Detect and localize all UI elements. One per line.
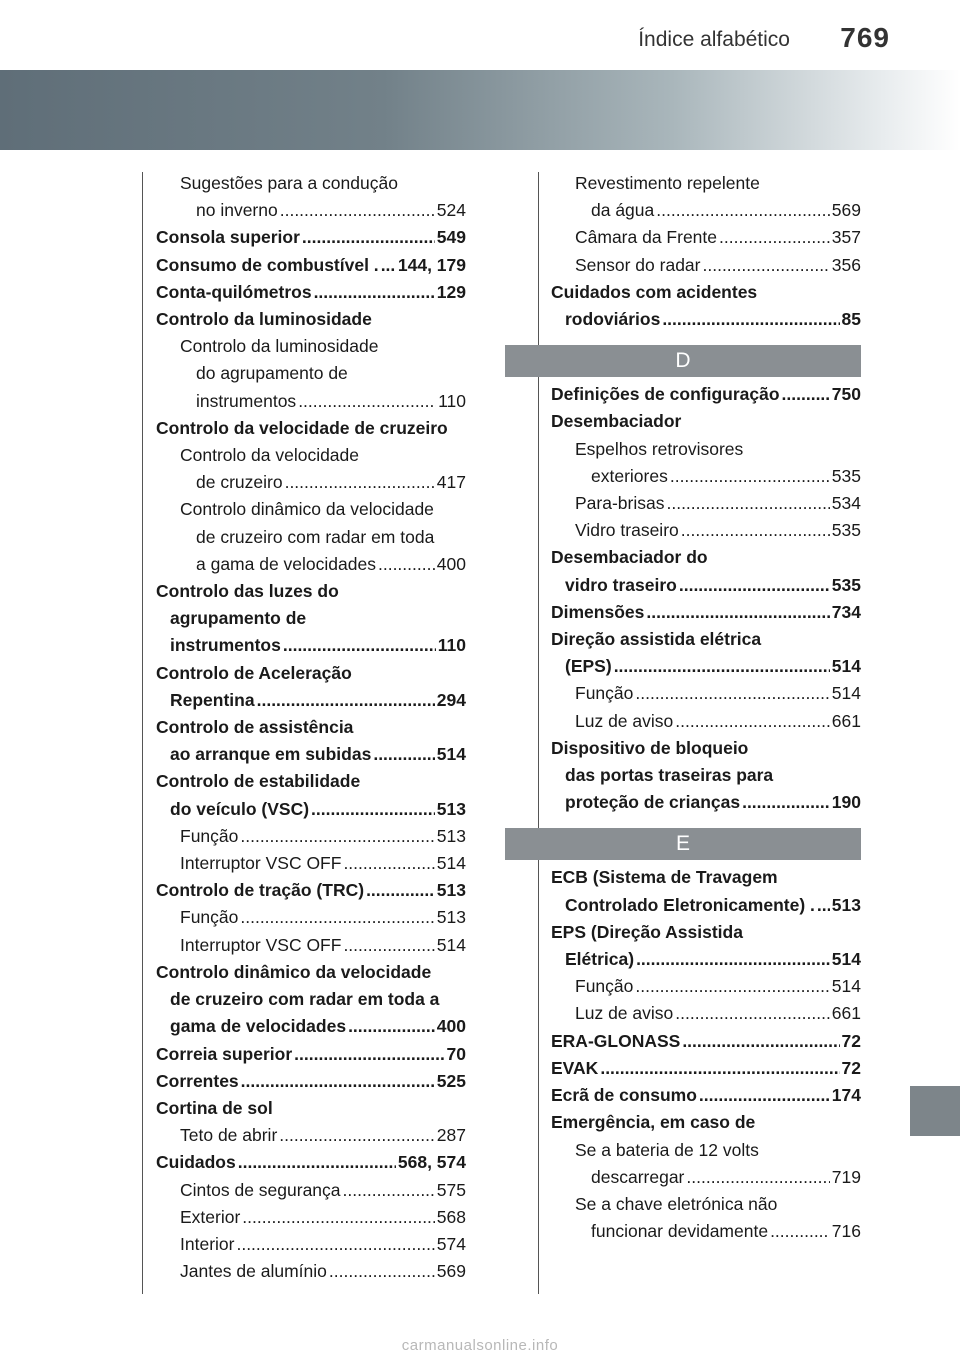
dot-leader [699,1082,830,1109]
entry-term: Interruptor VSC OFF [180,934,342,955]
entry-page-ref[interactable]: 569 [436,1261,466,1282]
dot-leader [381,252,396,279]
dot-leader [719,224,830,251]
index-entry[interactable] [156,279,466,306]
entry-term: funcionar devidamente [591,1221,769,1242]
index-entry[interactable] [156,1041,466,1068]
entry-term: Jantes de alumínio [180,1261,327,1282]
entry-term: Luz de aviso [575,1003,674,1024]
entry-term: Dimensões [551,601,645,622]
index-entry[interactable] [551,197,861,224]
index-entry[interactable] [156,388,466,415]
index-entry[interactable] [156,1177,466,1204]
entry-term: proteção de crianças [565,792,741,813]
index-entry [156,768,466,795]
entry-page-ref[interactable]: 514 [831,976,861,997]
entry-term: instrumentos [196,390,297,411]
index-entry [156,306,466,333]
entry-term: Controlo da luminosidade [156,309,372,330]
index-entry[interactable] [156,932,466,959]
entry-page-ref[interactable]: 719 [831,1166,861,1187]
index-entry[interactable] [156,1231,466,1258]
dot-leader [298,388,436,415]
chapter-side-tab[interactable] [910,1086,960,1136]
dot-leader [314,279,435,306]
entry-term: Ecrã de consumo [551,1085,697,1106]
dot-leader [343,932,434,959]
dot-leader [240,823,434,850]
entry-term: Emergência, em caso de [551,1112,756,1133]
entry-term: Controlo de estabilidade [156,771,361,792]
header-banner [0,70,960,150]
entry-term: ao arranque em subidas [170,744,372,765]
entry-term: Cuidados [156,1152,236,1173]
entry-term: Teto de abrir [180,1125,278,1146]
entry-page-ref[interactable]: 568 [436,1206,466,1227]
entry-term: Sensor do radar [575,254,701,275]
entry-term: Controlo da velocidade [180,445,360,466]
entry-term: Consumo de combustível . [156,254,379,275]
index-entry[interactable] [156,551,466,578]
dot-leader [241,1068,435,1095]
entry-page-ref[interactable]: 569 [831,200,861,221]
entry-term: Exterior [180,1206,241,1227]
entry-page-ref[interactable]: 514 [436,744,466,765]
dot-leader [682,1028,839,1055]
entry-page-ref[interactable]: 417 [436,472,466,493]
index-entry[interactable] [156,796,466,823]
dot-leader [770,1218,830,1245]
dot-leader [817,892,830,919]
index-entry [156,360,466,387]
entry-page-ref[interactable]: 534 [831,493,861,514]
index-entry[interactable] [156,687,466,714]
index-entry [551,408,861,435]
dot-leader [675,1000,830,1027]
index-entry [156,442,466,469]
watermark: carmanualsonline.info [401,1337,559,1354]
index-entry [551,1109,861,1136]
index-entry[interactable] [156,850,466,877]
index-entry[interactable] [156,632,466,659]
entry-page-ref[interactable]: 535 [831,465,861,486]
dot-leader [614,653,830,680]
index-entry [551,436,861,463]
dot-leader [686,1164,829,1191]
section-header-d: D [505,345,861,377]
dot-leader [294,1041,444,1068]
dot-leader [635,680,829,707]
entry-page-ref[interactable]: 70 [446,1043,466,1064]
entry-page-ref[interactable]: 514 [831,683,861,704]
entry-page-ref[interactable]: 535 [831,574,861,595]
entry-term: de cruzeiro com radar em toda a [170,989,440,1010]
entry-term: Correia superior [156,1043,293,1064]
dot-leader [600,1055,839,1082]
entry-term: Conta-quilómetros [156,281,312,302]
entry-term: do veículo (VSC) [170,798,310,819]
index-entry [156,333,466,360]
entry-page-ref[interactable]: 513 [436,880,466,901]
entry-term: Espelhos retrovisores [575,438,744,459]
entry-term: das portas traseiras para [565,765,774,786]
index-entry[interactable] [156,252,466,279]
index-entry[interactable] [551,1082,861,1109]
index-entry [551,170,861,197]
dot-leader [343,850,434,877]
index-entry[interactable] [551,572,861,599]
entry-page-ref[interactable]: 568, 574 [397,1152,466,1173]
entry-page-ref[interactable]: 174 [831,1085,861,1106]
entry-term: Controlo de assistência [156,717,354,738]
index-entry [551,1137,861,1164]
entry-term: Se a bateria de 12 volts [575,1139,759,1160]
index-entry[interactable] [156,1204,466,1231]
entry-page-ref[interactable]: 85 [841,309,861,330]
entry-term: Revestimento repelente [575,173,760,193]
entry-page-ref[interactable]: 734 [831,601,861,622]
entry-term: vidro traseiro [565,574,677,595]
dot-leader [373,741,434,768]
dot-leader [236,1231,434,1258]
entry-page-ref[interactable]: 513 [436,825,466,846]
index-entry [551,544,861,571]
entry-term: Câmara da Frente [575,227,718,248]
index-entry[interactable] [551,1055,861,1082]
entry-term: Desembaciador do [551,547,708,568]
entry-term: Interior [180,1233,235,1254]
index-entry[interactable] [156,1122,466,1149]
index-entry[interactable] [156,823,466,850]
dot-leader [646,599,829,626]
entry-page-ref[interactable]: 661 [831,1003,861,1024]
entry-page-ref[interactable]: 72 [841,1057,861,1078]
dot-leader [283,632,436,659]
dot-leader [285,469,435,496]
entry-term: Definições de configuração [551,384,780,405]
entry-term: Função [180,907,239,928]
index-entry[interactable] [551,1028,861,1055]
index-entry[interactable] [551,224,861,251]
entry-term: do agrupamento de [196,363,348,384]
index-entry[interactable] [551,946,861,973]
column-rule-left [142,172,143,1294]
dot-leader [279,1122,435,1149]
dot-leader [348,1013,435,1040]
entry-term: Controlo de Aceleração [156,662,352,683]
entry-term: no inverno [196,200,278,221]
index-entry [551,279,861,306]
index-entry [156,959,466,986]
dot-leader [675,708,830,735]
index-column-left [156,170,466,1285]
entry-term: Sugestões para a condução [180,173,398,193]
dot-leader [635,973,829,1000]
entry-term: Função [575,976,634,997]
index-entry[interactable] [551,653,861,680]
index-entry [156,714,466,741]
index-entry[interactable] [551,892,861,919]
index-entry[interactable] [551,1164,861,1191]
entry-page-ref[interactable]: 129 [436,281,466,302]
index-entry [156,660,466,687]
index-entry [156,415,466,442]
index-entry [156,578,466,605]
entry-term: EPS (Direção Assistida [551,921,743,942]
entry-term: agrupamento de [170,608,307,629]
entry-page-ref[interactable]: 400 [436,1016,466,1037]
entry-term: Cuidados com acidentes [551,281,758,302]
entry-page-ref[interactable]: 294 [436,689,466,710]
entry-page-ref[interactable]: 524 [436,200,466,221]
index-column-right [551,170,861,1245]
entry-page-ref[interactable]: 357 [831,227,861,248]
index-entry[interactable] [156,1068,466,1095]
dot-leader [636,946,830,973]
entry-page-ref[interactable]: 513 [831,894,861,915]
dot-leader [670,463,830,490]
entry-page-ref[interactable]: 575 [436,1179,466,1200]
dot-leader [280,197,435,224]
index-entry[interactable] [156,224,466,251]
entry-term: da água [591,200,655,221]
entry-term: Luz de aviso [575,710,674,731]
dot-leader [366,877,435,904]
index-entry [551,864,861,891]
entry-page-ref[interactable]: 72 [841,1030,861,1051]
entry-page-ref[interactable]: 110 [437,635,466,656]
column-rule-right [538,172,539,1294]
index-entry[interactable] [551,490,861,517]
index-entry [551,626,861,653]
entry-term: ECB (Sistema de Travagem [551,867,778,888]
entry-term: exteriores [591,465,668,486]
entry-term: de cruzeiro [196,472,283,493]
entry-term: Direção assistida elétrica [551,629,762,650]
index-entry[interactable] [551,599,861,626]
entry-term: EVAK [551,1057,599,1078]
entry-term: a gama de velocidades [196,553,376,574]
index-entry[interactable] [551,381,861,408]
dot-leader [302,224,435,251]
entry-page-ref[interactable]: 190 [831,792,861,813]
dot-leader [329,1258,435,1285]
dot-leader [240,904,434,931]
index-entry[interactable] [551,708,861,735]
entry-term: Interruptor VSC OFF [180,853,342,874]
dot-leader [782,381,830,408]
index-entry[interactable] [156,1258,466,1285]
dot-leader [662,306,839,333]
index-entry[interactable] [551,789,861,816]
page-header-title: Índice alfabético [638,28,790,51]
entry-page-ref[interactable]: 535 [831,520,861,541]
index-entry [551,1191,861,1218]
index-entry[interactable] [156,1013,466,1040]
index-entry [156,986,466,1013]
entry-term: Controlo da luminosidade [180,336,379,357]
entry-term: Vidro traseiro [575,520,679,541]
entry-page-ref[interactable]: 356 [831,254,861,275]
dot-leader [666,490,829,517]
entry-page-ref[interactable]: 549 [436,227,466,248]
entry-term: Dispositivo de bloqueio [551,737,749,758]
dot-leader [656,197,830,224]
section-header-e: E [505,828,861,860]
index-entry [551,762,861,789]
entry-page-ref[interactable]: 400 [436,553,466,574]
dot-leader [703,252,830,279]
entry-term: Controlo dinâmico da velocidade [180,499,434,520]
entry-page-ref[interactable]: 574 [436,1233,466,1254]
entry-term: Para-brisas [575,493,665,514]
index-entry [551,735,861,762]
entry-page-ref[interactable]: 144, 179 [397,254,466,275]
entry-page-ref[interactable]: 716 [831,1221,861,1242]
index-entry[interactable] [551,1000,861,1027]
entry-term: Cintos de segurança [180,1179,341,1200]
index-entry [156,605,466,632]
entry-page-ref[interactable]: 514 [831,949,861,970]
index-entry[interactable] [156,904,466,931]
index-entry[interactable] [156,1149,466,1176]
entry-page-ref[interactable]: 514 [831,656,861,677]
entry-term: Se a chave eletrónica não [575,1193,778,1214]
entry-term: descarregar [591,1166,685,1187]
entry-term: Consola superior [156,227,300,248]
entry-page-ref[interactable]: 287 [436,1125,466,1146]
index-entry[interactable] [156,741,466,768]
dot-leader [378,551,435,578]
entry-term: Correntes [156,1070,239,1091]
entry-term: Controlado Eletronicamente) . [565,894,815,915]
entry-page-ref[interactable]: 525 [436,1070,466,1091]
index-entry [156,496,466,523]
entry-page-ref[interactable]: 514 [436,934,466,955]
dot-leader [238,1149,396,1176]
entry-page-ref[interactable]: 514 [436,853,466,874]
index-entry[interactable] [551,680,861,707]
dot-leader [679,572,830,599]
index-entry[interactable] [551,1218,861,1245]
dot-leader [242,1204,435,1231]
entry-term: Controlo dinâmico da velocidade [156,961,432,982]
dot-leader [742,789,830,816]
entry-term: Controlo da velocidade de cruzeiro [156,417,448,438]
entry-page-ref[interactable]: 110 [438,390,466,411]
entry-term: Controlo das luzes do [156,581,339,602]
entry-term: Função [180,825,239,846]
index-entry[interactable] [551,517,861,544]
index-entry[interactable] [156,469,466,496]
entry-term: de cruzeiro com radar em toda [196,526,435,547]
entry-term: Controlo de tração (TRC) [156,880,365,901]
index-entry[interactable] [156,197,466,224]
entry-term: rodoviários [565,309,661,330]
index-entry [156,170,466,197]
entry-term: Função [575,683,634,704]
entry-term: ERA-GLONASS [551,1030,681,1051]
index-entry [551,919,861,946]
page-number: 769 [840,22,890,53]
index-entry [156,524,466,551]
index-entry[interactable] [551,306,861,333]
dot-leader [311,796,435,823]
entry-term: Desembaciador [551,411,682,432]
entry-term: Elétrica) [565,949,635,970]
index-entry[interactable] [156,877,466,904]
entry-page-ref[interactable]: 750 [831,384,861,405]
entry-term: (EPS) [565,656,612,677]
entry-term: gama de velocidades [170,1016,347,1037]
entry-term: Repentina [170,689,255,710]
entry-term: instrumentos [170,635,281,656]
index-entry[interactable] [551,252,861,279]
entry-page-ref[interactable]: 513 [436,798,466,819]
index-entry[interactable] [551,973,861,1000]
entry-page-ref[interactable]: 661 [831,710,861,731]
index-entry [156,1095,466,1122]
dot-leader [343,1177,435,1204]
entry-term: Cortina de sol [156,1097,273,1118]
dot-leader [681,517,830,544]
entry-page-ref[interactable]: 513 [436,907,466,928]
index-entry[interactable] [551,463,861,490]
dot-leader [257,687,435,714]
